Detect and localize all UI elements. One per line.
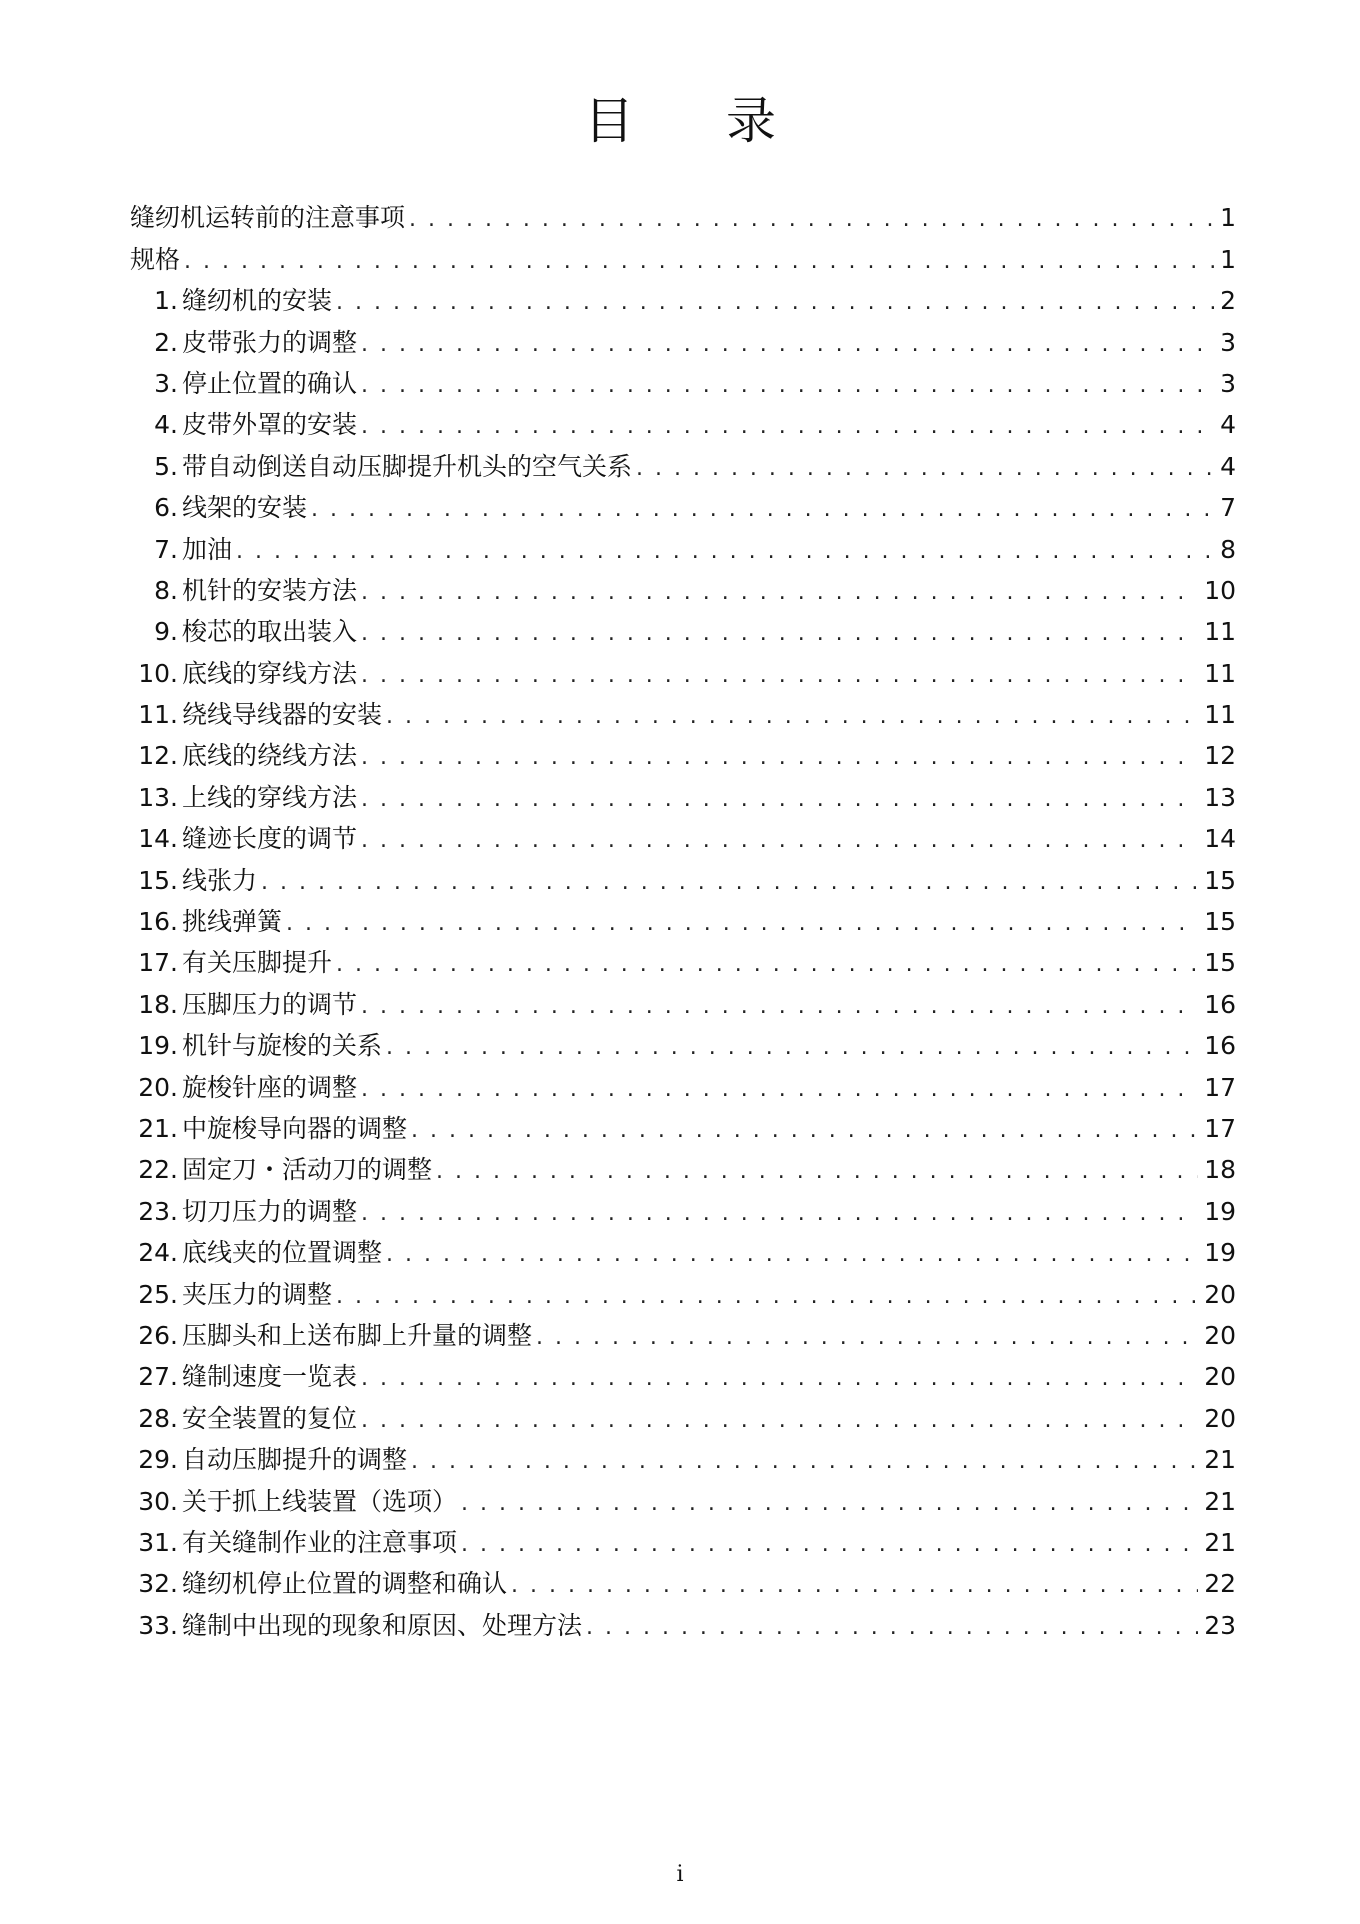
dot-leader	[409, 205, 1214, 235]
dot-leader	[386, 1240, 1198, 1270]
toc-entry[interactable]	[130, 194, 1236, 235]
toc-entry-page: 8	[1220, 534, 1236, 564]
toc-entry-number: 23.	[138, 1196, 178, 1226]
toc-entry[interactable]	[130, 980, 1236, 1021]
dot-leader	[536, 1323, 1198, 1353]
toc-entry-label: 底线夹的位置调整	[182, 1238, 383, 1268]
toc-entry-number: 22.	[138, 1155, 178, 1185]
toc-entry-label: 中旋梭导向器的调整	[182, 1113, 408, 1143]
dot-leader	[511, 1571, 1198, 1601]
toc-entry-page: 4	[1220, 451, 1236, 481]
toc-entry-label: 机针与旋梭的关系	[182, 1031, 383, 1061]
toc-entry-number: 1.	[154, 286, 178, 316]
toc-entry-label: 缝制中出现的现象和原因、处理方法	[182, 1610, 583, 1640]
toc-entry-label: 安全装置的复位	[182, 1403, 358, 1433]
toc-entry-page: 15	[1204, 865, 1236, 895]
toc-entry-label: 切刀压力的调整	[182, 1196, 358, 1226]
toc-entry-page: 2	[1220, 286, 1236, 316]
toc-entry-page: 18	[1204, 1155, 1236, 1185]
toc-entry[interactable]	[130, 1560, 1236, 1601]
toc-entry[interactable]	[130, 277, 1236, 318]
toc-entry-number: 7.	[154, 534, 178, 564]
toc-entry-page: 11	[1204, 617, 1236, 647]
toc-entry-number: 3.	[154, 368, 178, 398]
toc-entry-page: 19	[1204, 1238, 1236, 1268]
toc-entry-page: 21	[1204, 1445, 1236, 1475]
toc-entry-number: 17.	[138, 948, 178, 978]
dot-leader	[636, 454, 1214, 484]
toc-entry-label: 线张力	[182, 865, 258, 895]
toc-entry[interactable]	[130, 318, 1236, 359]
toc-entry[interactable]	[130, 401, 1236, 442]
table-of-contents	[130, 194, 1236, 1643]
toc-entry[interactable]	[130, 442, 1236, 483]
toc-entry-number: 28.	[138, 1403, 178, 1433]
dot-leader	[361, 785, 1198, 815]
toc-entry-page: 20	[1204, 1362, 1236, 1392]
toc-entry[interactable]	[130, 1022, 1236, 1063]
dot-leader	[361, 1199, 1198, 1229]
toc-entry-page: 4	[1220, 410, 1236, 440]
dot-leader	[386, 702, 1198, 732]
dot-leader	[361, 1075, 1198, 1105]
toc-entry[interactable]	[130, 608, 1236, 649]
toc-entry-page: 20	[1204, 1403, 1236, 1433]
dot-leader	[311, 495, 1214, 525]
dot-leader	[361, 743, 1198, 773]
dot-leader	[261, 868, 1198, 898]
dot-leader	[361, 412, 1214, 442]
toc-entry-number: 29.	[138, 1445, 178, 1475]
toc-entry-page: 7	[1220, 493, 1236, 523]
toc-entry-page: 20	[1204, 1320, 1236, 1350]
toc-entry[interactable]	[130, 1601, 1236, 1642]
toc-entry-label: 旋梭针座的调整	[182, 1072, 358, 1102]
toc-entry-label: 线架的安装	[182, 493, 308, 523]
dot-leader	[184, 247, 1214, 277]
dot-leader	[336, 288, 1214, 318]
toc-entry-label: 规格	[130, 244, 181, 274]
toc-entry-label: 有关压脚提升	[182, 948, 333, 978]
toc-entry-page: 11	[1204, 700, 1236, 730]
toc-entry-number: 20.	[138, 1072, 178, 1102]
dot-leader	[361, 619, 1198, 649]
toc-entry-page: 16	[1204, 989, 1236, 1019]
toc-entry-number: 2.	[154, 327, 178, 357]
dot-leader	[236, 537, 1214, 567]
toc-entry-page: 15	[1204, 948, 1236, 978]
toc-entry-number: 18.	[138, 989, 178, 1019]
dot-leader	[411, 1447, 1198, 1477]
toc-entry-label: 上线的穿线方法	[182, 782, 358, 812]
toc-entry-label: 停止位置的确认	[182, 368, 358, 398]
toc-entry-label: 固定刀・活动刀的调整	[182, 1155, 433, 1185]
toc-entry-number: 8.	[154, 575, 178, 605]
dot-leader	[361, 992, 1198, 1022]
toc-entry-page: 3	[1220, 368, 1236, 398]
toc-entry-label: 压脚头和上送布脚上升量的调整	[182, 1320, 533, 1350]
toc-entry-number: 19.	[138, 1031, 178, 1061]
toc-entry[interactable]	[130, 1187, 1236, 1228]
toc-entry-label: 机针的安装方法	[182, 575, 358, 605]
toc-entry-page: 21	[1204, 1486, 1236, 1516]
toc-entry-label: 带自动倒送自动压脚提升机头的空气关系	[182, 451, 633, 481]
toc-entry[interactable]	[130, 1436, 1236, 1477]
dot-leader	[411, 1116, 1198, 1146]
dot-leader	[361, 661, 1198, 691]
toc-entry[interactable]	[130, 484, 1236, 525]
toc-entry-label: 缝迹长度的调节	[182, 824, 358, 854]
toc-entry-number: 9.	[154, 617, 178, 647]
toc-entry[interactable]	[130, 1229, 1236, 1270]
toc-entry[interactable]	[130, 732, 1236, 773]
toc-entry[interactable]	[130, 567, 1236, 608]
dot-leader	[336, 950, 1198, 980]
toc-entry-number: 11.	[138, 700, 178, 730]
toc-entry-number: 10.	[138, 658, 178, 688]
toc-entry-page: 16	[1204, 1031, 1236, 1061]
toc-entry-number: 12.	[138, 741, 178, 771]
toc-entry-number: 13.	[138, 782, 178, 812]
dot-leader	[361, 1406, 1198, 1436]
toc-entry-page: 11	[1204, 658, 1236, 688]
dot-leader	[586, 1613, 1198, 1643]
toc-entry-number: 14.	[138, 824, 178, 854]
toc-entry-number: 21.	[138, 1113, 178, 1143]
toc-entry-label: 关于抓上线装置（选项）	[182, 1486, 458, 1516]
toc-entry-label: 底线的绕线方法	[182, 741, 358, 771]
toc-entry-page: 20	[1204, 1279, 1236, 1309]
toc-entry-page: 21	[1204, 1527, 1236, 1557]
dot-leader	[361, 826, 1198, 856]
toc-entry[interactable]	[130, 773, 1236, 814]
dot-leader	[461, 1530, 1198, 1560]
toc-entry-number: 30.	[138, 1486, 178, 1516]
toc-entry-number: 27.	[138, 1362, 178, 1392]
toc-entry[interactable]	[130, 856, 1236, 897]
toc-entry-number: 15.	[138, 865, 178, 895]
toc-entry-number: 25.	[138, 1279, 178, 1309]
toc-entry-label: 加油	[182, 534, 233, 564]
toc-entry-page: 1	[1220, 244, 1236, 274]
dot-leader	[361, 330, 1214, 360]
dot-leader	[436, 1157, 1198, 1187]
toc-entry-label: 缝纫机停止位置的调整和确认	[182, 1569, 508, 1599]
dot-leader	[361, 371, 1214, 401]
toc-entry-page: 12	[1204, 741, 1236, 771]
toc-entry[interactable]	[130, 939, 1236, 980]
toc-entry-number: 4.	[154, 410, 178, 440]
toc-entry-page: 15	[1204, 907, 1236, 937]
toc-entry-number: 26.	[138, 1320, 178, 1350]
toc-entry[interactable]	[130, 815, 1236, 856]
toc-entry-page: 17	[1204, 1072, 1236, 1102]
toc-entry[interactable]	[130, 1394, 1236, 1435]
toc-entry[interactable]	[130, 1146, 1236, 1187]
dot-leader	[386, 1033, 1198, 1063]
toc-entry-label: 挑线弹簧	[182, 907, 283, 937]
toc-entry-number: 24.	[138, 1238, 178, 1268]
toc-entry[interactable]	[130, 1270, 1236, 1311]
toc-entry-page: 1	[1220, 203, 1236, 233]
toc-entry-page: 23	[1204, 1610, 1236, 1640]
toc-entry[interactable]	[130, 1519, 1236, 1560]
toc-entry[interactable]	[130, 691, 1236, 732]
dot-leader	[361, 578, 1198, 608]
toc-entry[interactable]	[130, 1105, 1236, 1146]
toc-entry-label: 缝纫机运转前的注意事项	[130, 203, 406, 233]
toc-entry[interactable]	[130, 360, 1236, 401]
toc-entry[interactable]	[130, 1477, 1236, 1518]
toc-entry-number: 5.	[154, 451, 178, 481]
toc-entry-label: 皮带外罩的安装	[182, 410, 358, 440]
toc-entry-label: 压脚压力的调节	[182, 989, 358, 1019]
dot-leader	[286, 909, 1198, 939]
toc-entry[interactable]	[130, 1353, 1236, 1394]
toc-entry-label: 底线的穿线方法	[182, 658, 358, 688]
toc-entry-label: 夹压力的调整	[182, 1279, 333, 1309]
toc-entry[interactable]	[130, 1312, 1236, 1353]
toc-entry-page: 17	[1204, 1113, 1236, 1143]
toc-entry-label: 自动压脚提升的调整	[182, 1445, 408, 1475]
page-number: i	[676, 1862, 684, 1887]
toc-entry[interactable]	[130, 898, 1236, 939]
toc-entry[interactable]	[130, 235, 1236, 276]
page-title: 目 录	[584, 92, 814, 150]
toc-entry[interactable]	[130, 1063, 1236, 1104]
dot-leader	[361, 1364, 1198, 1394]
toc-entry-label: 缝纫机的安装	[182, 286, 333, 316]
toc-entry[interactable]	[130, 649, 1236, 690]
toc-entry-page: 19	[1204, 1196, 1236, 1226]
toc-entry-label: 绕线导线器的安装	[182, 700, 383, 730]
toc-entry-page: 22	[1204, 1569, 1236, 1599]
toc-entry-number: 16.	[138, 907, 178, 937]
toc-entry-page: 3	[1220, 327, 1236, 357]
toc-entry-number: 6.	[154, 493, 178, 523]
toc-entry-number: 32.	[138, 1569, 178, 1599]
toc-entry-label: 缝制速度一览表	[182, 1362, 358, 1392]
toc-entry[interactable]	[130, 525, 1236, 566]
toc-entry-page: 10	[1204, 575, 1236, 605]
toc-entry-label: 皮带张力的调整	[182, 327, 358, 357]
toc-entry-page: 14	[1204, 824, 1236, 854]
dot-leader	[461, 1489, 1198, 1519]
toc-entry-number: 33.	[138, 1610, 178, 1640]
toc-entry-label: 梭芯的取出装入	[182, 617, 358, 647]
toc-entry-number: 31.	[138, 1527, 178, 1557]
dot-leader	[336, 1282, 1198, 1312]
toc-entry-page: 13	[1204, 782, 1236, 812]
toc-entry-label: 有关缝制作业的注意事项	[182, 1527, 458, 1557]
